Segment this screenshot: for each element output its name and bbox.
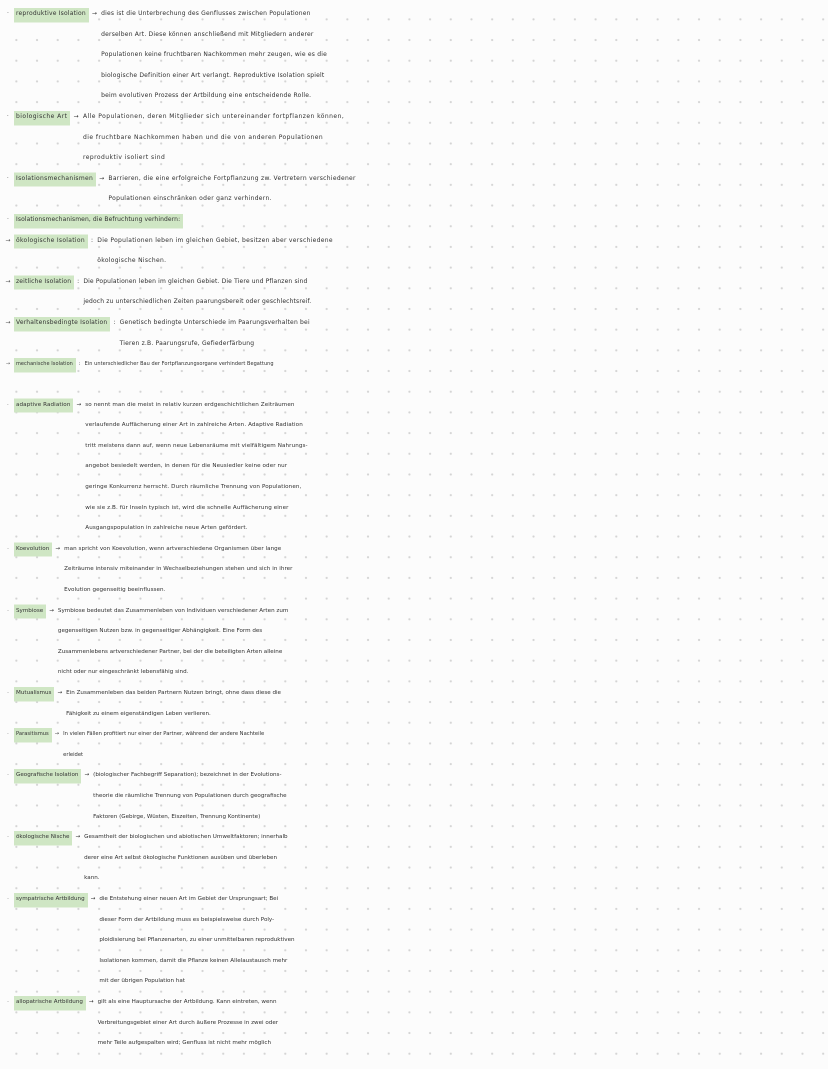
entry-mechanische-isolation — [0, 354, 828, 375]
definition-line: Populationen keine fruchtbaren Nachkommen mehr zeugen, wie es die — [101, 51, 327, 59]
arrow-right-icon: → — [84, 772, 90, 779]
colon-separator: : — [77, 277, 80, 285]
definition-text — [120, 313, 310, 354]
bullet-dot-icon: · — [6, 174, 10, 182]
term-block — [0, 539, 64, 560]
arrow-right-icon: → — [57, 690, 63, 696]
definition-line: Zeiträume intensiv miteinander in Wechselbeziehungen stehen und sich in ihrer — [64, 566, 293, 573]
definition-line: Alle Populationen, deren Mitglieder sich untereinander fortpflanzen können, — [82, 112, 345, 120]
definition-line: derselben Art. Diese können anschließend mit Mitgliedern anderer — [101, 30, 314, 38]
term-block — [0, 210, 183, 231]
term-block — [0, 601, 58, 622]
entry-symbiose — [0, 601, 828, 683]
definition-line: Populationen einschränken oder ganz verhindern. — [108, 195, 272, 203]
highlighted-term: Parasitismus — [14, 724, 52, 745]
highlighted-term: Mutualismus — [14, 683, 54, 704]
entry-mutualismus — [0, 683, 828, 724]
definition-line: Genetisch bedingte Unterschiede im Paarungsverhalten bei — [119, 318, 310, 326]
arrow-right-icon: → — [75, 834, 81, 841]
bullet-dot-icon: · — [7, 545, 9, 552]
definition-text — [85, 354, 274, 375]
definition-line: Tieren z.B. Paarungsrufe, Gefiederfärbung — [119, 339, 255, 347]
definition-text — [83, 107, 344, 169]
term-block — [0, 4, 101, 25]
arrow-bullet-icon: → — [5, 236, 11, 244]
definition-line: derer eine Art selbst ökologische Funktionen ausüben und überleben — [84, 854, 277, 861]
definition-line: Ausgangspopulation in zahlreiche neue Arten gefördert. — [85, 525, 248, 532]
definition-line: Fähigkeit zu einem eigenständigen Leben verlieren. — [66, 710, 211, 717]
definition-line: die fruchtbare Nachkommen haben und die von anderen Populationen — [82, 133, 324, 141]
definition-line: biologische Definition einer Art verlangt. Reproduktive Isolation spielt — [101, 71, 325, 79]
term-block — [0, 107, 83, 128]
entry-biologische-art — [0, 107, 828, 169]
definition-line: Faktoren (Gebirge, Wüsten, Eiszeiten, Trennung Kontinente) — [93, 813, 261, 820]
bullet-dot-icon: · — [6, 215, 9, 223]
definition-line: reproduktiv isoliert sind — [82, 154, 166, 162]
definition-line: mit der übrigen Population hat — [99, 978, 185, 985]
definition-line: ökologische Nischen. — [97, 257, 167, 265]
definition-line: verlaufende Auffächerung einer Art in zahlreiche Arten. Adaptive Radiation — [85, 422, 303, 429]
definition-line: die Entstehung einer neuen Art im Gebiet der Ursprungsart; Bei — [99, 895, 279, 902]
bullet-dot-icon: · — [7, 607, 9, 614]
handwritten-notes-page — [0, 4, 828, 1054]
term-block — [0, 683, 66, 704]
term-block — [0, 313, 120, 334]
definition-line: gegenseitigen Nutzen bzw. in gegenseitiger Abhängigkeit. Eine Form des — [57, 628, 263, 635]
definition-text — [99, 889, 294, 992]
definition-text — [64, 539, 292, 601]
term-block — [0, 724, 63, 745]
highlighted-term: Koevolution — [14, 539, 52, 560]
term-block — [0, 231, 97, 252]
definition-line: In vielen Fällen profitiert nur einer der Partner, während der andere Nachteile — [63, 731, 265, 738]
bullet-dot-icon: · — [7, 998, 9, 1005]
entry-isolationsmechanismen — [0, 169, 828, 210]
definition-line: angebot besiedelt werden, in denen für die Neusiedler keine oder nur — [85, 463, 288, 470]
entry-allopatrische-artbildung — [0, 992, 828, 1054]
definition-line: Symbiose bedeutet das Zusammenleben von Individuen verschiedener Arten zum — [57, 607, 289, 614]
definition-line: Isolationen kommen, damit die Pflanze keinen Allelaustausch mehr — [99, 957, 288, 964]
highlighted-term: ökologische Isolation — [14, 231, 88, 252]
definition-line: erleidet — [63, 751, 84, 758]
definition-line: jedoch zu unterschiedlichen Zeiten paarungsbereit oder geschlechtsreif. — [83, 298, 312, 306]
bullet-dot-icon: · — [7, 834, 9, 841]
term-block — [0, 272, 83, 293]
definition-line: kann. — [84, 875, 100, 882]
definition-line: Ein Zusammenleben das beiden Partnern Nutzen bringt, ohne dass diese die — [66, 690, 282, 696]
arrow-right-icon: → — [91, 10, 98, 17]
definition-text — [85, 395, 307, 539]
definition-text — [98, 992, 278, 1054]
definition-line: Evolution gegenseitig beeinflussen. — [64, 587, 166, 594]
arrow-right-icon: → — [73, 112, 79, 120]
arrow-right-icon: → — [54, 731, 60, 738]
entry-parasitismus — [0, 724, 828, 765]
definition-line: wie sie z.B. für Inseln typisch ist, wird die schnelle Auffächerung einer — [85, 504, 289, 511]
definition-text — [66, 683, 281, 724]
term-block — [0, 992, 98, 1013]
bullet-dot-icon: · — [6, 112, 10, 120]
definition-line: ploidisierung bei Pflanzenarten, zu einer unmittelbaren reproduktiven — [99, 937, 295, 944]
highlighted-term: reproduktive Isolation — [14, 4, 89, 25]
definition-line: Zusammenlebens artverschiedener Partner, bei der die beteiligten Arten alleine — [57, 648, 283, 655]
definition-line: so nennt man die meist in relativ kurzen erdgeschichtlichen Zeiträumen — [85, 401, 295, 408]
entry-sympatrische-artbildung — [0, 889, 828, 992]
definition-text — [84, 827, 287, 889]
arrow-right-icon: → — [76, 401, 82, 408]
colon-separator: : — [90, 236, 94, 244]
definition-text — [83, 272, 311, 313]
highlighted-term: Isolationsmechanismen — [14, 169, 96, 190]
highlighted-term: zeitliche Isolation — [14, 272, 74, 293]
definition-line: dieser Form der Artbildung muss es beispielsweise durch Poly- — [99, 916, 275, 923]
definition-text — [108, 169, 355, 210]
definition-line: beim evolutiven Prozess der Artbildung eine entscheidende Rolle. — [101, 92, 312, 100]
colon-separator: : — [78, 361, 81, 368]
definition-line: Ein unterschiedlicher Bau der Fortpflanzungsorgane verhindert Begattung — [84, 361, 274, 368]
highlighted-term: adaptive Radiation — [14, 395, 73, 416]
definition-line: Die Populationen leben im gleichen Gebiet. Die Tiere und Pflanzen sind — [83, 277, 308, 285]
term-block — [0, 395, 85, 416]
arrow-bullet-icon: → — [5, 277, 11, 285]
definition-line: tritt meistens dann auf, wenn neue Lebensräume mit vielfältigem Nahrungs- — [85, 442, 308, 449]
bullet-dot-icon: · — [7, 401, 9, 408]
bullet-dot-icon: · — [7, 731, 9, 738]
arrow-right-icon: → — [99, 174, 105, 182]
arrow-bullet-icon: → — [5, 318, 11, 326]
term-block — [0, 765, 93, 786]
definition-line: Die Populationen leben im gleichen Gebiet, besitzen aber verschiedene — [97, 236, 333, 244]
definition-line: nicht oder nur eingeschränkt lebensfähig sind. — [57, 669, 189, 676]
highlighted-term: allopatrische Artbildung — [14, 992, 86, 1013]
arrow-right-icon: → — [49, 607, 54, 614]
highlighted-term: Geografische Isolation — [14, 765, 81, 786]
definition-line: mehr Teile aufgespalten wird; Genfluss ist nicht mehr möglich — [97, 1040, 272, 1047]
definition-text — [58, 601, 288, 683]
highlighted-term: ökologische Nische — [14, 827, 72, 848]
definition-line: dies ist die Unterbrechung des Genflusses zwischen Populationen — [101, 10, 311, 17]
definition-line: theorie die räumliche Trennung von Populationen durch geografische — [93, 792, 287, 799]
term-block — [0, 827, 84, 848]
definition-text — [63, 724, 264, 765]
definition-text — [93, 765, 286, 827]
entry-reproduktive-isolation — [0, 4, 828, 107]
entry-koevolution — [0, 539, 828, 601]
bullet-dot-icon: · — [7, 690, 9, 696]
definition-line: Barrieren, die eine erfolgreiche Fortpflanzung zw. Vertretern verschiedener — [108, 174, 356, 182]
term-block — [0, 889, 99, 910]
definition-line: Gesamtheit der biologischen und abiotischen Umweltfaktoren; innerhalb — [84, 834, 288, 841]
entry-isolationsmechanismen-befruchtung — [0, 210, 828, 231]
term-block — [0, 354, 85, 375]
highlighted-term: mechanische Isolation — [14, 354, 76, 375]
highlighted-term: Symbiose — [14, 601, 46, 622]
definition-line: Verbreitungsgebiet einer Art durch äußere Prozesse in zwei oder — [97, 1019, 279, 1026]
entry-verhaltensbedingte-isolation — [0, 313, 828, 354]
arrow-bullet-icon: → — [5, 361, 11, 368]
term-block — [0, 169, 108, 190]
definition-line: gilt als eine Hauptursache der Artbildung. Kann eintreten, wenn — [97, 998, 277, 1005]
entry-adaptive-radiation — [0, 395, 828, 539]
entry-oekologische-isolation — [0, 231, 828, 272]
highlighted-term: biologische Art — [14, 107, 70, 128]
arrow-right-icon: → — [90, 895, 96, 902]
bullet-dot-icon: · — [7, 895, 9, 902]
definition-text — [97, 231, 333, 272]
definition-line: (biologischer Fachbegriff Separation); bezeichnet in der Evolutions- — [93, 772, 282, 779]
section-spacer — [0, 375, 828, 395]
highlighted-term: Verhaltensbedingte Isolation — [14, 313, 110, 334]
definition-text — [101, 4, 327, 107]
definition-line: man spricht von Koevolution, wenn artverschiedene Organismen über lange — [64, 545, 282, 552]
arrow-right-icon: → — [55, 545, 61, 552]
entry-zeitliche-isolation — [0, 272, 828, 313]
entry-geografische-isolation — [0, 765, 828, 827]
entry-oekologische-nische — [0, 827, 828, 889]
definition-line: geringe Konkurrenz herrscht. Durch räumliche Trennung von Populationen, — [85, 484, 302, 491]
bullet-dot-icon: · — [6, 10, 10, 17]
highlighted-term: Isolationsmechanismen, die Befruchtung verhindern: — [14, 210, 183, 231]
colon-separator: : — [113, 318, 116, 326]
highlighted-term: sympatrische Artbildung — [14, 889, 88, 910]
bullet-dot-icon: · — [7, 772, 9, 779]
arrow-right-icon: → — [88, 998, 94, 1005]
